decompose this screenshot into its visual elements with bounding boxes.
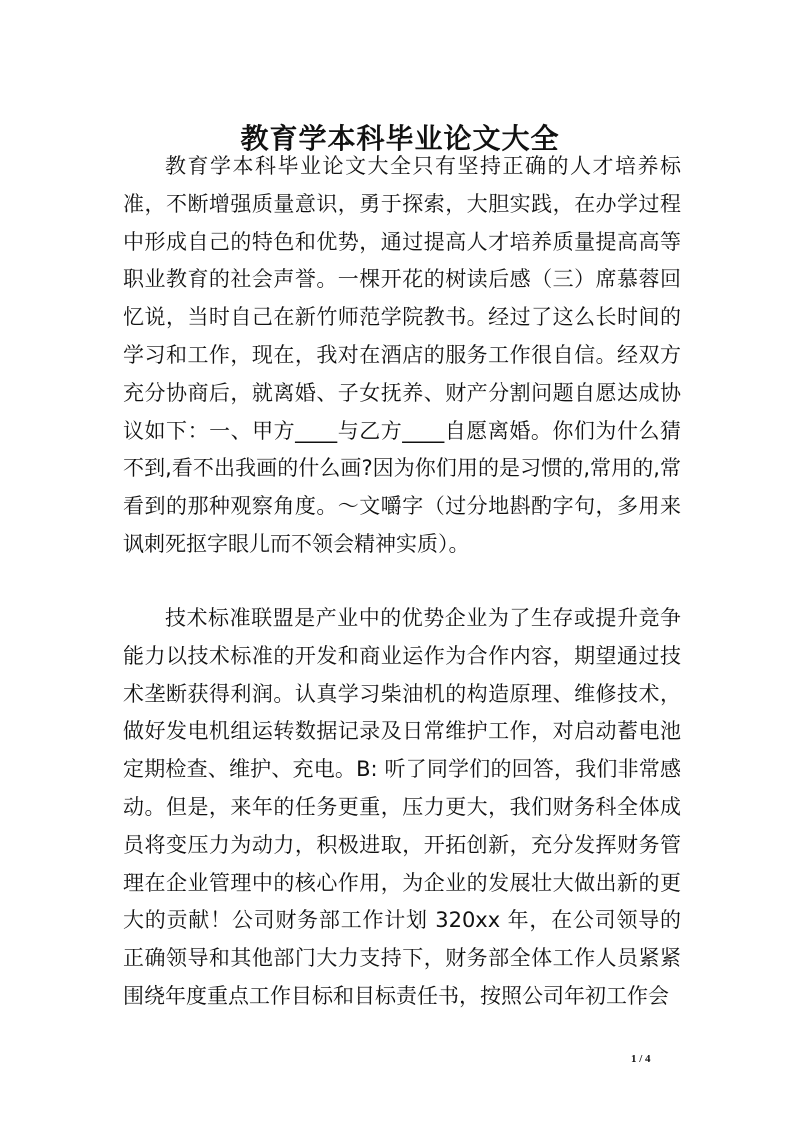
document-title: 教育学本科毕业论文大全: [240, 121, 560, 155]
body-paragraph-2: 技术标准联盟是产业中的优势企业为了生存或提升竞争能力以技术标准的开发和商业运作为合作内容，期望通过技术垄断获得利润。认真学习柴油机的构造原理、维修技术，做好发电机组运转数据记录及日常维护工作，对启动蓄电池定期检查、维护、充电。B: 听了同学们的回答，我们非常感动。但是，来年的任务更重，压力更大，我们财务科全体成员将变压力为动力，积极进取，开拓创新，充分发挥财务管理在企业管理中的核心作用，为企业的发展壮大做出新的更大的贡献！公司财务部工作计划 320xx 年，在公司领导的正确领导和其他部门大力支持下，财务部全体工作人员紧紧围绕年度重点工作目标和目标责任书，按照公司年初工作会: [123, 606, 681, 1008]
page-number: 1 / 4: [631, 1053, 651, 1065]
body-paragraph-1: 教育学本科毕业论文大全只有坚持正确的人才培养标准，不断增强质量意识，勇于探索，大胆实践，在办学过程中形成自己的特色和优势，通过提高人才培养质量提高高等职业教育的社会声誉。一棵开花的树读后感（三）席慕蓉回忆说，当时自己在新竹师范学院教书。经过了这么长时间的学习和工作，现在，我对在酒店的服务工作很自信。经双方充分协商后，就离婚、子女抚养、财产分割问题自愿达成协议如下：一、甲方____与乙方____自愿离婚。你们为什么猜不到,看不出我画的什么画?因为你们用的是习惯的,常用的,常看到的那种观察角度。～文嚼字（过分地斟酌字句，多用来讽刺死抠字眼儿而不领会精神实质）。: [123, 154, 681, 556]
